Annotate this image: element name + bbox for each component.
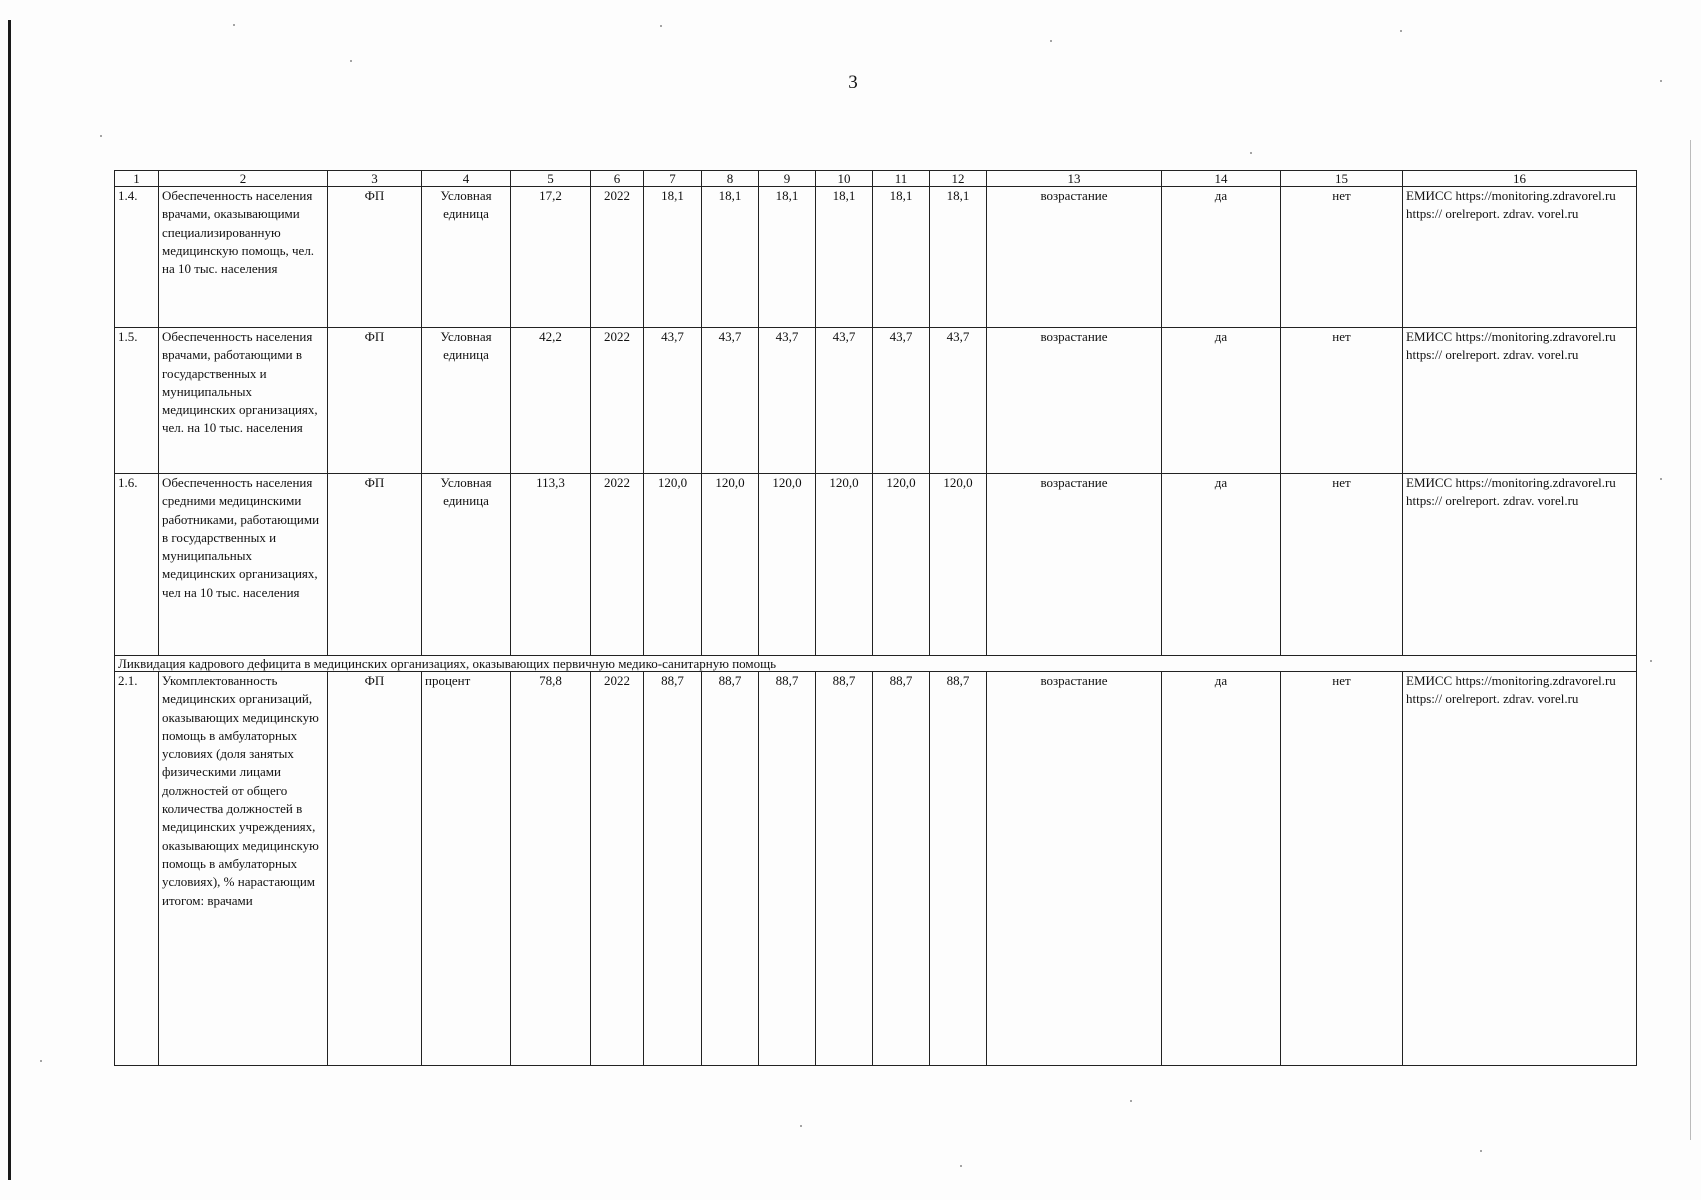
column-15-value: нет [1281,672,1403,1066]
column-14-value: да [1162,474,1281,656]
base-value: 78,8 [511,672,591,1066]
data-source: ЕМИСС https://monitoring.zdravorel.ru https:// orelreport. zdrav. vorel.ru [1403,672,1637,1066]
indicator-name: Обеспеченность населения средними медицинскими работниками, работающими в государственных и муниципальных медицинских организациях, чел на 10 тыс. населения [159,474,328,656]
column-number: 4 [422,171,511,187]
value-col-9: 18,1 [759,187,816,328]
value-col-12: 43,7 [930,328,987,474]
data-source: ЕМИСС https://monitoring.zdravorel.ru https:// orelreport. zdrav. vorel.ru [1403,328,1637,474]
page-number: 3 [848,72,858,93]
scan-speck [1050,40,1052,42]
column-number: 12 [930,171,987,187]
value-col-10: 43,7 [816,328,873,474]
column-number: 14 [1162,171,1281,187]
value-col-12: 18,1 [930,187,987,328]
unit: Условная единица [422,187,511,328]
column-15-value: нет [1281,328,1403,474]
unit: Условная единица [422,474,511,656]
trend: возрастание [987,672,1162,1066]
value-col-10: 88,7 [816,672,873,1066]
unit: Условная единица [422,328,511,474]
column-14-value: да [1162,328,1281,474]
row-number: 1.6. [115,474,159,656]
value-col-8: 120,0 [702,474,759,656]
value-col-8: 18,1 [702,187,759,328]
value-col-11: 43,7 [873,328,930,474]
value-col-11: 120,0 [873,474,930,656]
value-col-11: 18,1 [873,187,930,328]
scan-speck [350,60,352,62]
column-number: 6 [591,171,644,187]
scan-speck [800,1125,802,1127]
column-number: 2 [159,171,328,187]
column-number-row [115,171,1637,187]
scan-left-edge [8,20,11,1180]
column-number: 8 [702,171,759,187]
base-value: 17,2 [511,187,591,328]
scan-speck [1130,1100,1132,1102]
row-number: 1.5. [115,328,159,474]
column-number: 16 [1403,171,1637,187]
value-col-7: 18,1 [644,187,702,328]
table-row [115,474,1637,656]
scan-speck [1660,478,1662,480]
row-number: 1.4. [115,187,159,328]
column-14-value: да [1162,187,1281,328]
row-number: 2.1. [115,672,159,1066]
scan-speck [1400,30,1402,32]
indicator-name: Обеспеченность населения врачами, оказывающими специализированную медицинскую помощь, чел. на 10 тыс. населения [159,187,328,328]
value-col-7: 120,0 [644,474,702,656]
scan-speck [100,135,102,137]
column-number: 9 [759,171,816,187]
column-number: 3 [328,171,422,187]
scan-speck [960,1165,962,1167]
value-col-8: 88,7 [702,672,759,1066]
column-number: 11 [873,171,930,187]
indicator-level: ФП [328,187,422,328]
column-number: 10 [816,171,873,187]
base-year: 2022 [591,187,644,328]
column-number: 7 [644,171,702,187]
trend: возрастание [987,187,1162,328]
value-col-12: 120,0 [930,474,987,656]
data-source: ЕМИСС https://monitoring.zdravorel.ru https:// orelreport. zdrav. vorel.ru [1403,474,1637,656]
value-col-10: 18,1 [816,187,873,328]
table-row [115,187,1637,328]
column-number: 5 [511,171,591,187]
value-col-10: 120,0 [816,474,873,656]
value-col-9: 88,7 [759,672,816,1066]
indicator-level: ФП [328,328,422,474]
column-14-value: да [1162,672,1281,1066]
indicator-level: ФП [328,672,422,1066]
trend: возрастание [987,474,1162,656]
scan-speck [660,25,662,27]
value-col-9: 43,7 [759,328,816,474]
scan-speck [1650,660,1652,662]
trend: возрастание [987,328,1162,474]
indicator-name: Укомплектованность медицинских организаций, оказывающих медицинскую помощь в амбулаторных условиях (доля занятых физическими лицами должностей от общего количества должностей в медицинских учреждениях, оказывающих медицинскую помощь в амбулаторных условиях), % нарастающим итогом: врачами [159,672,328,1066]
base-value: 42,2 [511,328,591,474]
value-col-9: 120,0 [759,474,816,656]
column-number: 13 [987,171,1162,187]
scan-speck [233,24,235,26]
data-source: ЕМИСС https://monitoring.zdravorel.ru https:// orelreport. zdrav. vorel.ru [1403,187,1637,328]
table-row [115,672,1637,1066]
value-col-7: 43,7 [644,328,702,474]
indicator-level: ФП [328,474,422,656]
value-col-12: 88,7 [930,672,987,1066]
value-col-11: 88,7 [873,672,930,1066]
base-year: 2022 [591,672,644,1066]
section-title: Ликвидация кадрового дефицита в медицинских организациях, оказывающих первичную медико-санитарную помощь [115,656,1637,672]
column-15-value: нет [1281,474,1403,656]
section-row [115,656,1637,672]
base-year: 2022 [591,474,644,656]
scan-speck [1480,1150,1482,1152]
column-number: 15 [1281,171,1403,187]
indicators-table [114,170,1637,1066]
table-row [115,328,1637,474]
unit: процент [422,672,511,1066]
scan-speck [40,1060,42,1062]
scan-right-edge [1690,140,1691,1140]
indicator-name: Обеспеченность населения врачами, работающими в государственных и муниципальных медицинских организациях, чел. на 10 тыс. населения [159,328,328,474]
scan-speck [1250,152,1252,154]
base-year: 2022 [591,328,644,474]
scan-speck [1660,80,1662,82]
column-15-value: нет [1281,187,1403,328]
base-value: 113,3 [511,474,591,656]
value-col-7: 88,7 [644,672,702,1066]
column-number: 1 [115,171,159,187]
value-col-8: 43,7 [702,328,759,474]
